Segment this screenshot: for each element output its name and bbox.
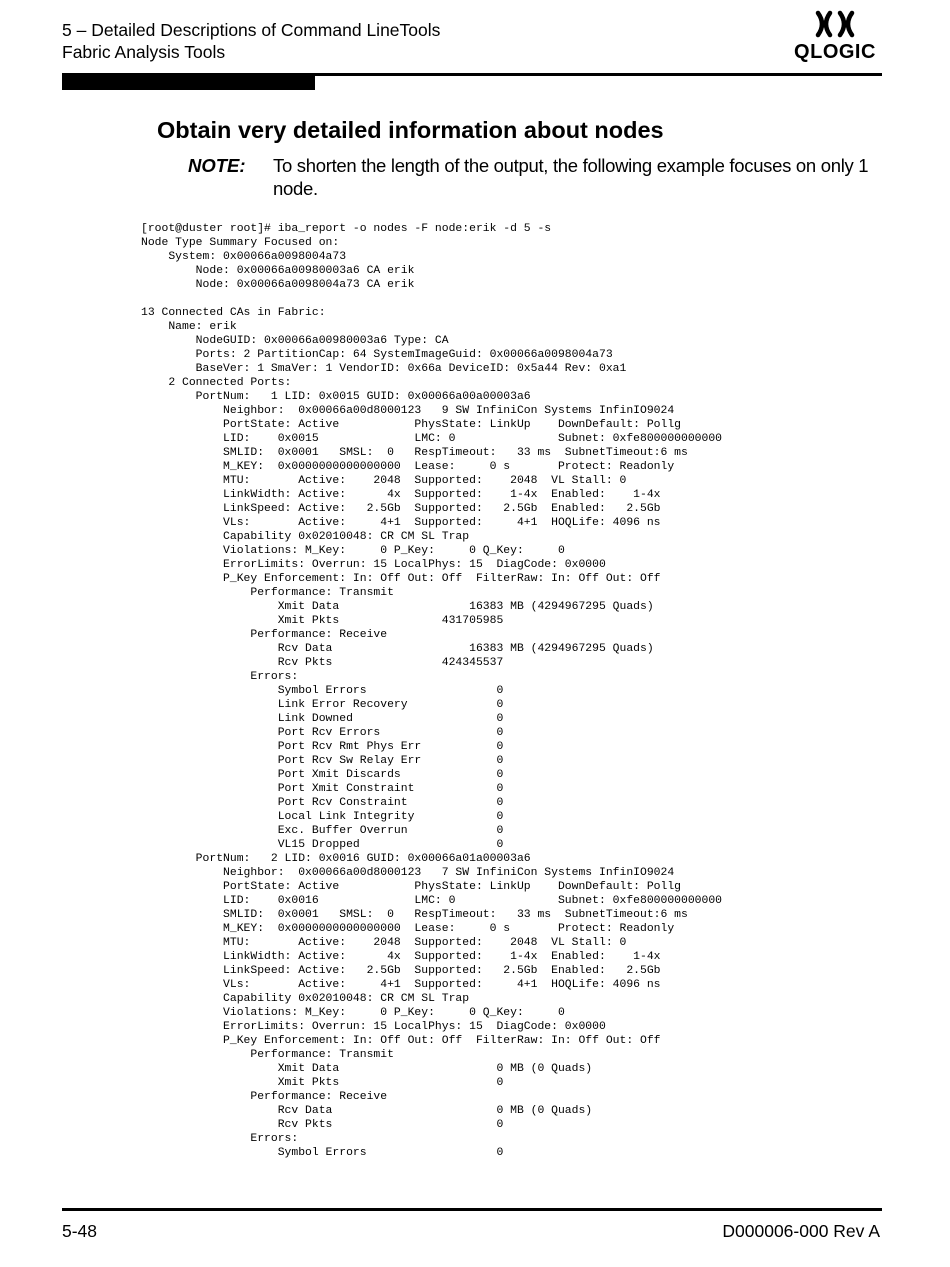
code-line: Violations: M_Key: 0 P_Key: 0 Q_Key: 0 <box>141 545 565 557</box>
footer-page-number: 5-48 <box>62 1221 98 1241</box>
code-line: Performance: Transmit <box>141 587 394 599</box>
code-line: Capability 0x02010048: CR CM SL Trap <box>141 993 470 1005</box>
code-line: Symbol Errors 0 <box>141 685 504 697</box>
code-line: LinkSpeed: Active: 2.5Gb Supported: 2.5Gb Enabled: 2.5Gb <box>141 965 661 977</box>
code-line: MTU: Active: 2048 Supported: 2048 VL Stall: 0 <box>141 937 627 949</box>
code-line: LID: 0x0016 LMC: 0 Subnet: 0xfe800000000000 <box>141 895 723 907</box>
code-line: Exc. Buffer Overrun 0 <box>141 825 504 837</box>
code-line: Local Link Integrity 0 <box>141 811 504 823</box>
code-line: P_Key Enforcement: In: Off Out: Off FilterRaw: In: Off Out: Off <box>141 573 661 585</box>
command-output-block <box>141 222 722 1160</box>
code-line: 13 Connected CAs in Fabric: <box>141 307 326 319</box>
code-line: Performance: Receive <box>141 629 388 641</box>
code-line: Xmit Pkts 0 <box>141 1077 504 1089</box>
code-line: SMLID: 0x0001 SMSL: 0 RespTimeout: 33 ms SubnetTimeout:6 ms <box>141 909 688 921</box>
code-line: PortNum: 2 LID: 0x0016 GUID: 0x00066a01a00003a6 <box>141 853 531 865</box>
code-line: PortState: Active PhysState: LinkUp DownDefault: Pollg <box>141 419 682 431</box>
code-line: Symbol Errors 0 <box>141 1147 504 1159</box>
code-line: Node: 0x00066a0098004a73 CA erik <box>141 279 415 291</box>
code-line: MTU: Active: 2048 Supported: 2048 VL Stall: 0 <box>141 475 627 487</box>
code-line: 2 Connected Ports: <box>141 377 292 389</box>
code-line: Link Error Recovery 0 <box>141 699 504 711</box>
logo-wordmark: QLOGIC <box>794 41 876 63</box>
code-line: Port Rcv Constraint 0 <box>141 797 504 809</box>
code-line: ErrorLimits: Overrun: 15 LocalPhys: 15 DiagCode: 0x0000 <box>141 1021 606 1033</box>
footer-document-id: D000006-000 Rev A <box>722 1221 880 1241</box>
code-line: Rcv Data 0 MB (0 Quads) <box>141 1105 593 1117</box>
qlogic-logo-icon <box>813 10 857 38</box>
code-line: System: 0x00066a0098004a73 <box>141 251 347 263</box>
code-line: Port Rcv Sw Relay Err 0 <box>141 755 504 767</box>
footer-rule <box>62 1208 882 1211</box>
code-line: Port Rcv Rmt Phys Err 0 <box>141 741 504 753</box>
code-line: Neighbor: 0x00066a00d8000123 9 SW InfiniCon Systems InfinIO9024 <box>141 405 675 417</box>
code-line: VLs: Active: 4+1 Supported: 4+1 HOQLife: 4096 ns <box>141 517 661 529</box>
header-section-title: Fabric Analysis Tools <box>62 42 226 62</box>
code-line: Rcv Pkts 0 <box>141 1119 504 1131</box>
code-line: Capability 0x02010048: CR CM SL Trap <box>141 531 470 543</box>
header-accent-bar <box>62 76 315 90</box>
code-line: Port Rcv Errors 0 <box>141 727 504 739</box>
code-line: Rcv Data 16383 MB (4294967295 Quads) <box>141 643 654 655</box>
code-line: NodeGUID: 0x00066a00980003a6 Type: CA <box>141 335 449 347</box>
code-line: Name: erik <box>141 321 237 333</box>
note-label: NOTE: <box>188 155 246 176</box>
note-text: To shorten the length of the output, the following example focuses on only 1 node. <box>273 155 869 199</box>
code-line: SMLID: 0x0001 SMSL: 0 RespTimeout: 33 ms SubnetTimeout:6 ms <box>141 447 688 459</box>
code-line: Xmit Data 0 MB (0 Quads) <box>141 1063 593 1075</box>
code-line: PortState: Active PhysState: LinkUp DownDefault: Pollg <box>141 881 682 893</box>
code-line: Node: 0x00066a00980003a6 CA erik <box>141 265 415 277</box>
code-line: Errors: <box>141 1133 299 1145</box>
code-line: Performance: Transmit <box>141 1049 394 1061</box>
code-line: LinkSpeed: Active: 2.5Gb Supported: 2.5Gb Enabled: 2.5Gb <box>141 503 661 515</box>
code-line: LID: 0x0015 LMC: 0 Subnet: 0xfe800000000000 <box>141 433 723 445</box>
code-line: Port Xmit Constraint 0 <box>141 783 504 795</box>
code-line: BaseVer: 1 SmaVer: 1 VendorID: 0x66a DeviceID: 0x5a44 Rev: 0xa1 <box>141 363 627 375</box>
code-line: P_Key Enforcement: In: Off Out: Off FilterRaw: In: Off Out: Off <box>141 1035 661 1047</box>
code-line: VL15 Dropped 0 <box>141 839 504 851</box>
code-line: LinkWidth: Active: 4x Supported: 1-4x Enabled: 1-4x <box>141 489 661 501</box>
code-line: Performance: Receive <box>141 1091 388 1103</box>
code-line: [root@duster root]# iba_report -o nodes -F node:erik -d 5 -s <box>141 223 552 235</box>
code-line: Xmit Pkts 431705985 <box>141 615 504 627</box>
code-line: Port Xmit Discards 0 <box>141 769 504 781</box>
page-heading: Obtain very detailed information about nodes <box>157 117 664 143</box>
code-line: Violations: M_Key: 0 P_Key: 0 Q_Key: 0 <box>141 1007 565 1019</box>
code-line: PortNum: 1 LID: 0x0015 GUID: 0x00066a00a00003a6 <box>141 391 531 403</box>
code-line: ErrorLimits: Overrun: 15 LocalPhys: 15 DiagCode: 0x0000 <box>141 559 606 571</box>
code-line: VLs: Active: 4+1 Supported: 4+1 HOQLife: 4096 ns <box>141 979 661 991</box>
code-line: Ports: 2 PartitionCap: 64 SystemImageGuid: 0x00066a0098004a73 <box>141 349 613 361</box>
code-line <box>141 292 722 306</box>
code-line: Xmit Data 16383 MB (4294967295 Quads) <box>141 601 654 613</box>
code-line: Link Downed 0 <box>141 713 504 725</box>
qlogic-logo <box>790 10 880 64</box>
code-line: Rcv Pkts 424345537 <box>141 657 504 669</box>
code-line: M_KEY: 0x0000000000000000 Lease: 0 s Protect: Readonly <box>141 461 675 473</box>
code-line: LinkWidth: Active: 4x Supported: 1-4x Enabled: 1-4x <box>141 951 661 963</box>
code-line: Neighbor: 0x00066a00d8000123 7 SW InfiniCon Systems InfinIO9024 <box>141 867 675 879</box>
code-line: Node Type Summary Focused on: <box>141 237 340 249</box>
header-chapter-title: 5 – Detailed Descriptions of Command LineTools <box>62 20 441 40</box>
code-line: Errors: <box>141 671 299 683</box>
code-line: M_KEY: 0x0000000000000000 Lease: 0 s Protect: Readonly <box>141 923 675 935</box>
